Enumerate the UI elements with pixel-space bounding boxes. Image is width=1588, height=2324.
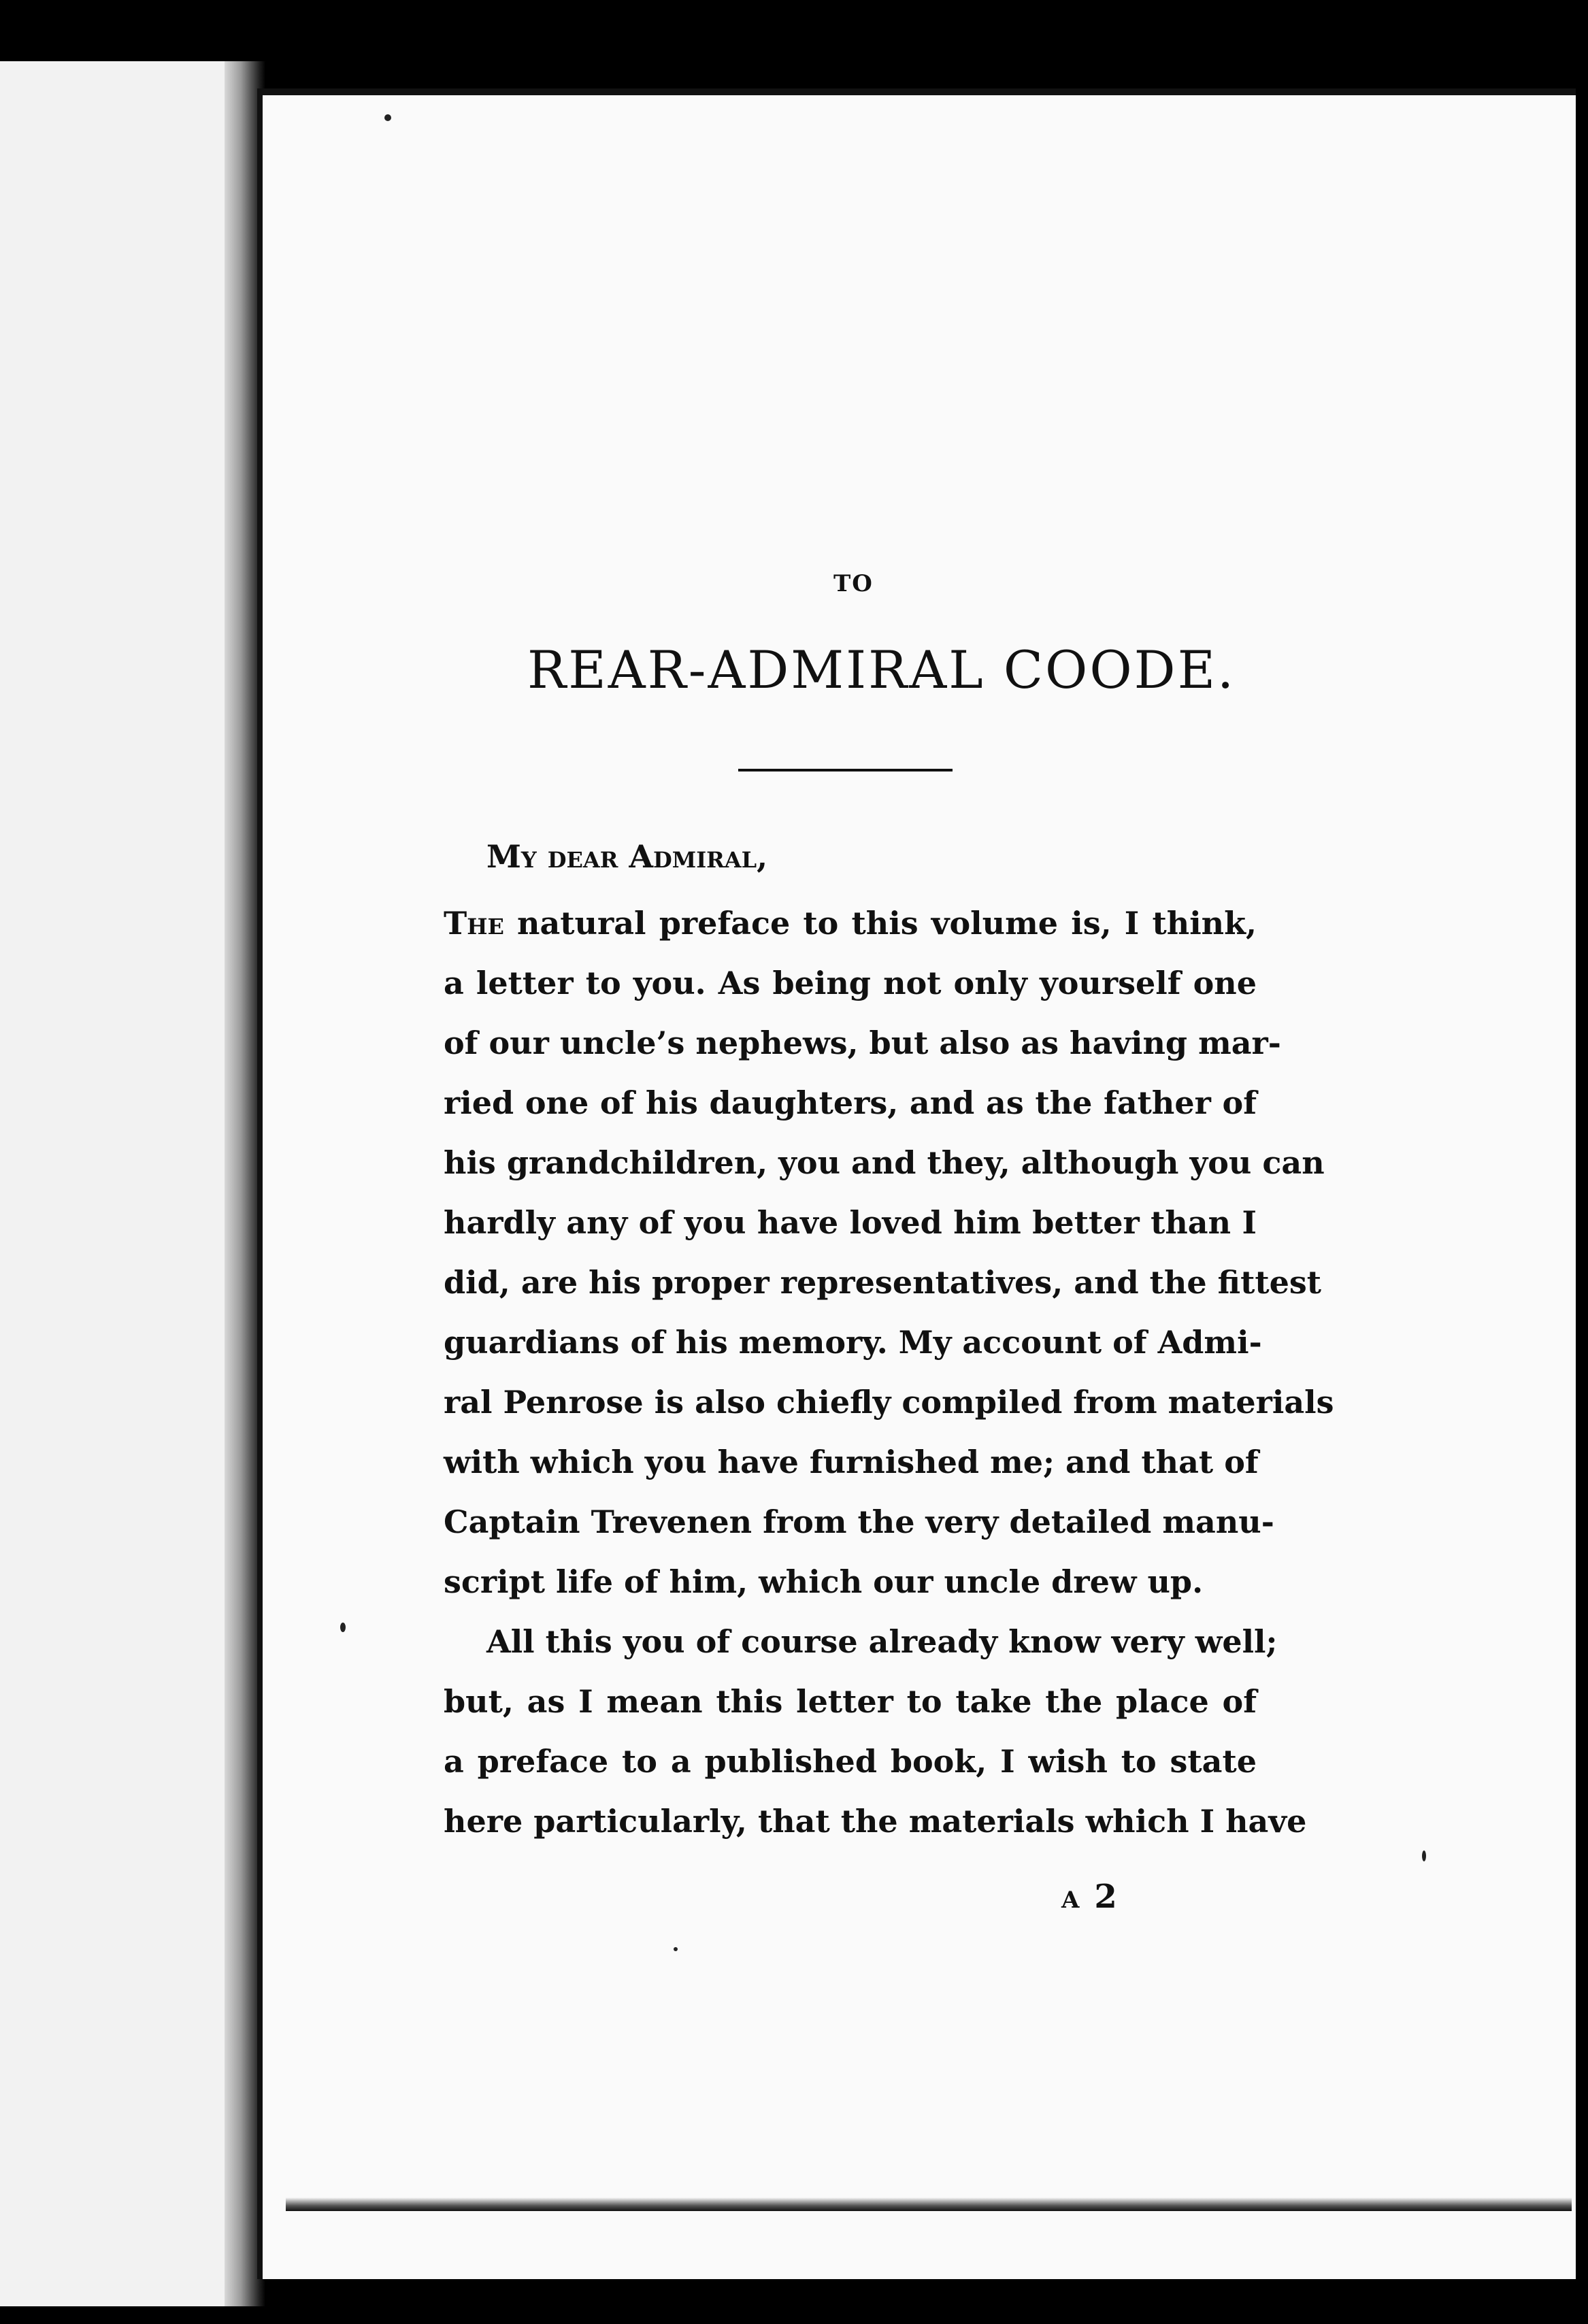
dedication-to: TO xyxy=(833,570,874,597)
ink-speck xyxy=(340,1623,346,1632)
letter-line: did, are his proper representatives, and the fittest xyxy=(444,1264,1321,1301)
ink-speck xyxy=(1422,1850,1426,1861)
letter-salutation: My dear Admiral, xyxy=(486,838,768,875)
letter-line: a preface to a published book, I wish to state xyxy=(444,1743,1257,1780)
letter-line: of our uncle’s nephews, but also as having mar- xyxy=(444,1025,1281,1061)
ink-speck xyxy=(674,1947,678,1951)
page-bottom-edge xyxy=(286,2197,1572,2211)
letter-line: but, as I mean this letter to take the place of xyxy=(444,1683,1257,1720)
facing-page-edge xyxy=(0,61,242,2306)
printer-signature-mark xyxy=(1061,1878,1117,1916)
letter-line: here particularly, that the materials which I have xyxy=(444,1803,1307,1840)
letter-line: ried one of his daughters, and as the father of xyxy=(444,1084,1257,1121)
letter-line: All this you of course already know very well; xyxy=(486,1623,1278,1660)
letter-line: a letter to you. As being not only yourself one xyxy=(444,965,1257,1001)
letter-line: ral Penrose is also chiefly compiled from materials xyxy=(444,1384,1334,1421)
letter-line: with which you have furnished me; and that of xyxy=(444,1444,1259,1480)
heading-rule xyxy=(738,769,953,771)
signature-number: 2 xyxy=(1094,1878,1117,1916)
ink-speck xyxy=(384,114,391,121)
dedication-heading: REAR-ADMIRAL COODE. xyxy=(527,640,1236,700)
letter-line: hardly any of you have loved him better than I xyxy=(444,1204,1257,1241)
signature-letter: A xyxy=(1061,1887,1080,1914)
page-sheet xyxy=(257,88,1576,2279)
letter-line: his grandchildren, you and they, although you can xyxy=(444,1144,1325,1181)
letter-line: The natural preface to this volume is, I think, xyxy=(444,905,1257,942)
letter-line: script life of him, which our uncle drew up. xyxy=(444,1563,1204,1600)
letter-line: Captain Trevenen from the very detailed manu- xyxy=(444,1504,1274,1540)
paragraph-opening-word: The xyxy=(444,905,504,942)
letter-line: guardians of his memory. My account of Admi- xyxy=(444,1324,1262,1361)
